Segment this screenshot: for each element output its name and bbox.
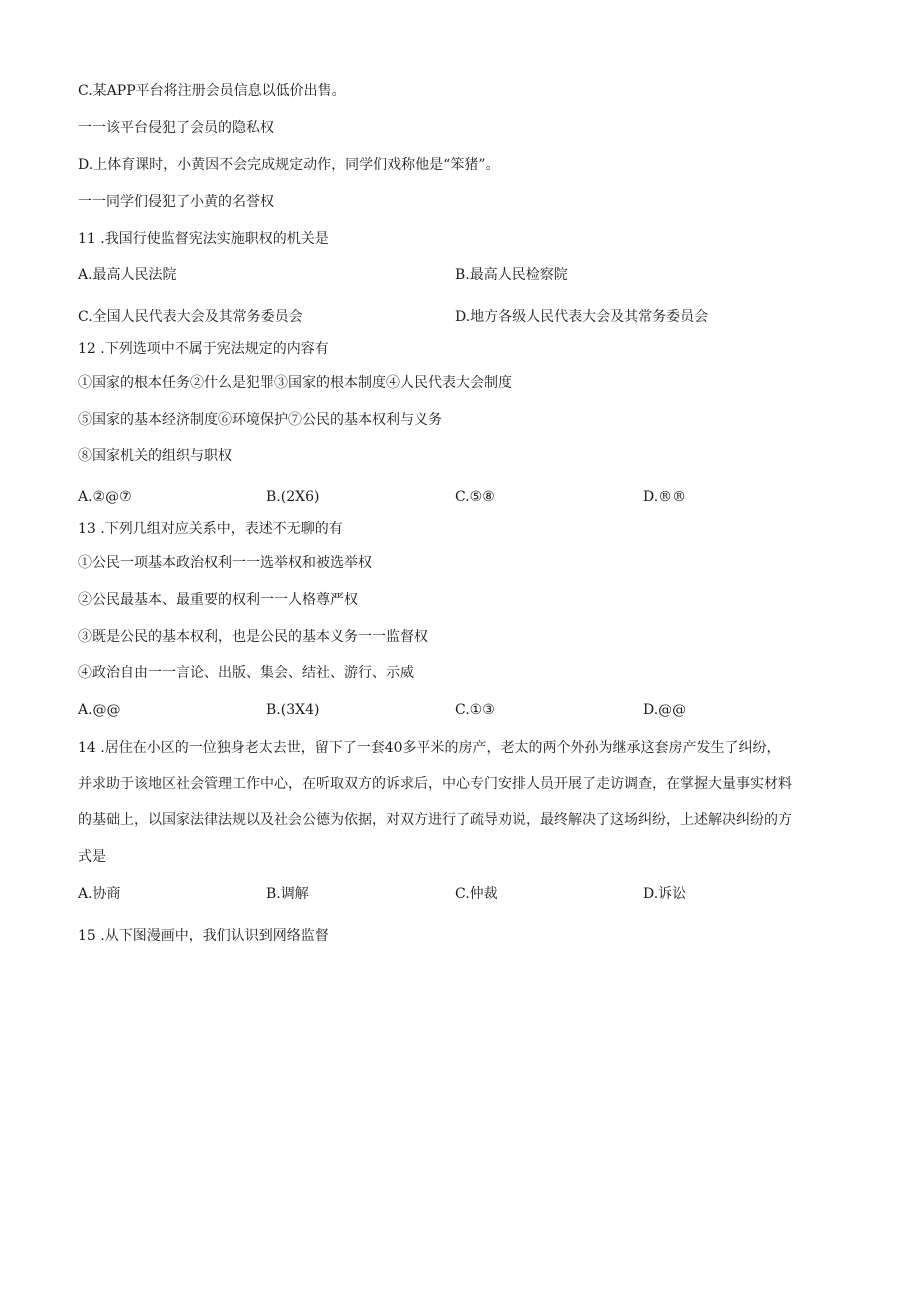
item-c-text: C.某APP平台将注册会员信息以低价出售。 — [78, 83, 346, 99]
q13-option-d: D.@@ — [643, 702, 687, 718]
q12-option-b: B.(2X6) — [266, 489, 320, 505]
q13-item-3: ③既是公民的基本权利，也是公民的基本义务一一监督权 — [78, 629, 428, 645]
q13-option-c: C.①③ — [455, 702, 495, 718]
q14-line-1: 14 .居住在小区的一位独身老太去世，留下了一套40多平米的房产，老太的两个外孙为继承这套房产发生了纠纷， — [78, 740, 781, 756]
q14-option-c: C.仲裁 — [455, 886, 498, 902]
q14-line-3: 的基础上，以国家法律法规以及社会公德为依据，对双方进行了疏导劝说，最终解决了这场纠纷，上述解决纠纷的方 — [78, 812, 792, 828]
item-c-note: 一一该平台侵犯了会员的隐私权 — [78, 120, 274, 136]
q14-option-b: B.调解 — [266, 886, 309, 902]
item-d-note: 一一同学们侵犯了小黄的名誉权 — [78, 194, 274, 210]
q13-item-1: ①公民一项基本政治权利一一选举权和被选举权 — [78, 555, 372, 571]
item-d-text: D.上体育课时，小黄因不会完成规定动作，同学们戏称他是“笨猪”。 — [78, 157, 500, 173]
q11-option-a: A.最高人民法院 — [78, 267, 177, 283]
q14-line-2: 并求助于该地区社会管理工作中心，在听取双方的诉求后，中心专门安排人员开展了走访调查，在掌握大量事实材料 — [78, 776, 792, 792]
q12-option-c: C.⑤⑧ — [455, 489, 495, 505]
q14-line-4: 式是 — [78, 849, 106, 865]
q13-item-4: ④政治自由一一言论、出版、集会、结社、游行、示威 — [78, 665, 414, 681]
q12-stem: 12 .下列选项中不属于宪法规定的内容有 — [78, 341, 329, 357]
q13-stem: 13 .下列几组对应关系中，表述不无聊的有 — [78, 521, 343, 537]
q12-option-a: A.②@⑦ — [78, 489, 132, 505]
q12-item-1: ①国家的根本任务②什么是犯罪③国家的根本制度④人民代表大会制度 — [78, 375, 512, 391]
q15-stem: 15 .从下图漫画中，我们认识到网络监督 — [78, 928, 329, 944]
q14-option-d: D.诉讼 — [643, 886, 687, 902]
q11-option-d: D.地方各级人民代表大会及其常务委员会 — [455, 309, 709, 325]
q14-option-a: A.协商 — [78, 886, 121, 902]
q12-item-3: ⑧国家机关的组织与职权 — [78, 448, 232, 464]
q13-option-b: B.(3X4) — [266, 702, 320, 718]
q11-option-c: C.全国人民代表大会及其常务委员会 — [78, 309, 303, 325]
q11-option-b: B.最高人民检察院 — [455, 267, 568, 283]
q11-stem: 11 .我国行使监督宪法实施职权的机关是 — [78, 231, 329, 247]
q13-item-2: ②公民最基本、最重要的权利一一人格尊严权 — [78, 592, 358, 608]
q12-option-d: D.®® — [643, 489, 687, 505]
q13-option-a: A.@@ — [78, 702, 121, 718]
q12-item-2: ⑤国家的基本经济制度⑥环境保护⑦公民的基本权利与义务 — [78, 412, 442, 428]
